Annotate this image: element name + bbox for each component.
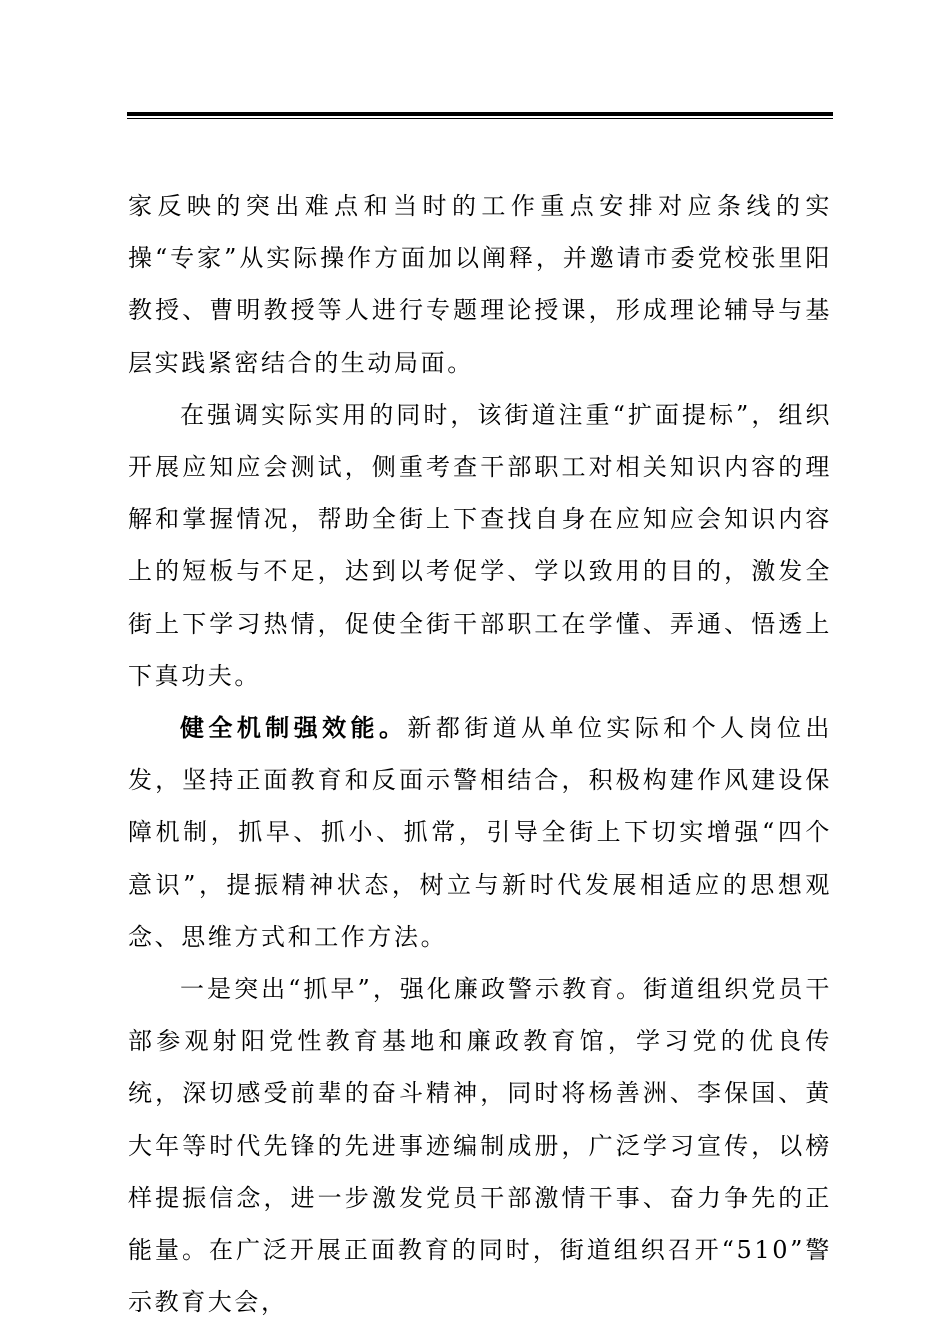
paragraph-4 [128,963,832,1328]
paragraph-2 [128,389,832,702]
paragraph-1-text: 家反映的突出难点和当时的工作重点安排对应条线的实操“专家”从实际操作方面加以阐释，并邀请市委党校张里阳教授、曹明教授等人进行专题理论授课，形成理论辅导与基层实践紧密结合的生动局面。 [128,192,832,377]
paragraph-2-text: 在强调实际实用的同时，该街道注重“扩面提标”，组织开展应知应会测试，侧重考查干部职工对相关知识内容的理解和掌握情况，帮助全街上下查找自身在应知应会知识内容上的短板与不足，达到以考促学、学以致用的目的，激发全街上下学习热情，促使全街干部职工在学懂、弄通、悟透上下真功夫。 [128,400,832,690]
document-body [128,180,832,1328]
paragraph-4-text: 一是突出“抓早”，强化廉政警示教育。街道组织党员干部参观射阳党性教育基地和廉政教育馆，学习党的优良传统，深切感受前辈的奋斗精神，同时将杨善洲、李保国、黄大年等时代先锋的先进事迹编制成册，广泛学习宣传，以榜样提振信念，进一步激发党员干部激情干事、奋力争先的正能量。在广泛开展正面教育的同时，街道组织召开“510”警示教育大会， [128,975,832,1317]
paragraph-3-text: 新都街道从单位实际和个人岗位出发，坚持正面教育和反面示警相结合，积极构建作风建设保障机制，抓早、抓小、抓常，引导全街上下切实增强“四个意识”，提振精神状态，树立与新时代发展相适应的思想观念、思维方式和工作方法。 [128,714,832,951]
paragraph-3-heading: 健全机制强效能。 [180,714,408,743]
header-rule-thin [127,118,833,119]
header-double-rule [127,112,833,119]
paragraph-1 [128,180,832,389]
paragraph-3 [128,702,832,963]
